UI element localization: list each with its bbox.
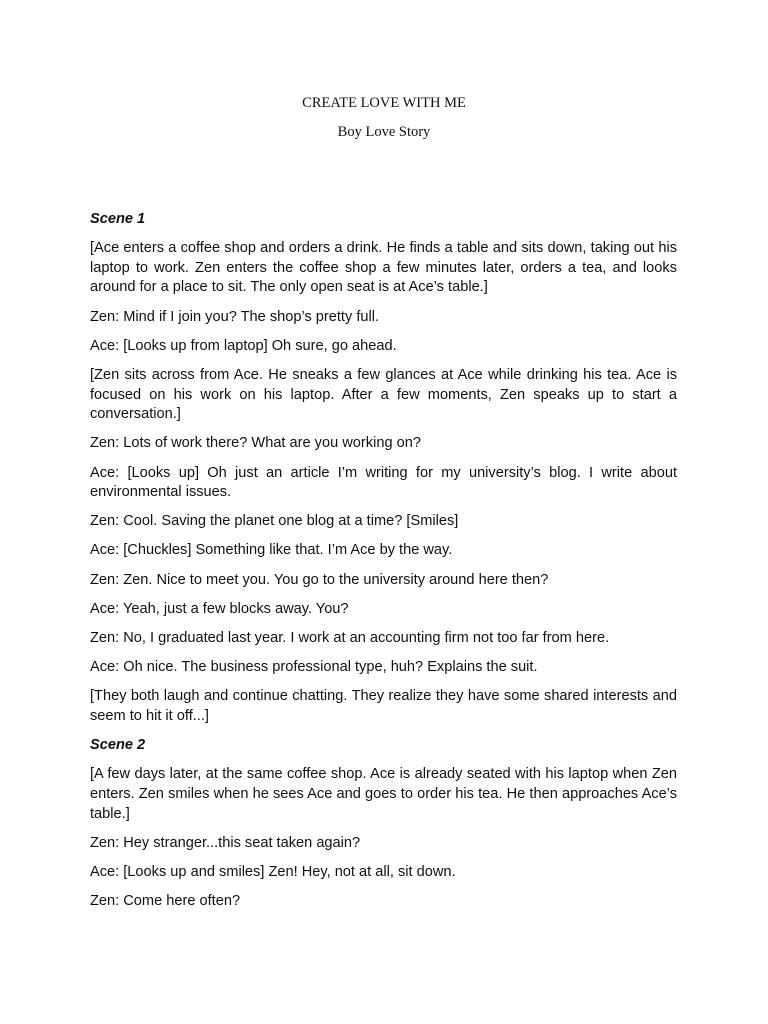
dialogue-line: Zen: Zen. Nice to meet you. You go to the university around here then? bbox=[90, 571, 549, 588]
dialogue-line: Ace: [Chuckles] Something like that. I’m Ace by the way. bbox=[90, 542, 453, 559]
dialogue-line: Ace: [Looks up and smiles] Zen! Hey, not at all, sit down. bbox=[90, 863, 456, 880]
stage-direction: [Ace enters a coffee shop and orders a drink. He finds a table and sits down, taking out his laptop to work. Zen enters the coffee shop a few minutes later, orders a tea, and looks around for a place to sit. The only open seat is at Ace’s table.] bbox=[90, 240, 677, 296]
dialogue-line: Zen: Cool. Saving the planet one blog at a time? [Smiles] bbox=[90, 513, 459, 530]
scene-heading: Scene 2 bbox=[90, 737, 146, 754]
dialogue-line: Zen: Come here often? bbox=[90, 893, 241, 910]
dialogue-line: Ace: [Looks up from laptop] Oh sure, go ahead. bbox=[90, 337, 397, 354]
dialogue-line: Ace: [Looks up] Oh just an article I’m writing for my university’s blog. I write about environmental issues. bbox=[90, 464, 677, 501]
stage-direction: [They both laugh and continue chatting. They realize they have some shared interests and seem to hit it off...] bbox=[90, 688, 677, 724]
stage-direction: [A few days later, at the same coffee shop. Ace is already seated with his laptop when Zen enters. Zen smiles when he sees Ace and goes to order his tea. He then approaches Ace’s table.] bbox=[90, 766, 677, 822]
dialogue-line: Ace: Yeah, just a few blocks away. You? bbox=[90, 600, 349, 617]
dialogue-line: Zen: Hey stranger...this seat taken again? bbox=[90, 834, 361, 851]
dialogue-line: Zen: No, I graduated last year. I work at an accounting firm not too far from here. bbox=[90, 630, 610, 647]
dialogue-line: Ace: Oh nice. The business professional type, huh? Explains the suit. bbox=[90, 659, 538, 676]
stage-direction: [Zen sits across from Ace. He sneaks a few glances at Ace while drinking his tea. Ace is focused on his work on his laptop. After a few moments, Zen speaks up to start a conversation.] bbox=[90, 366, 677, 423]
scene-heading: Scene 1 bbox=[90, 211, 146, 227]
script-body bbox=[90, 210, 677, 921]
document-subtitle: Boy Love Story bbox=[337, 124, 431, 140]
dialogue-line: Zen: Mind if I join you? The shop’s pretty full. bbox=[90, 308, 380, 325]
document-title: CREATE LOVE WITH ME bbox=[302, 95, 466, 111]
dialogue-line: Zen: Lots of work there? What are you working on? bbox=[90, 435, 421, 452]
